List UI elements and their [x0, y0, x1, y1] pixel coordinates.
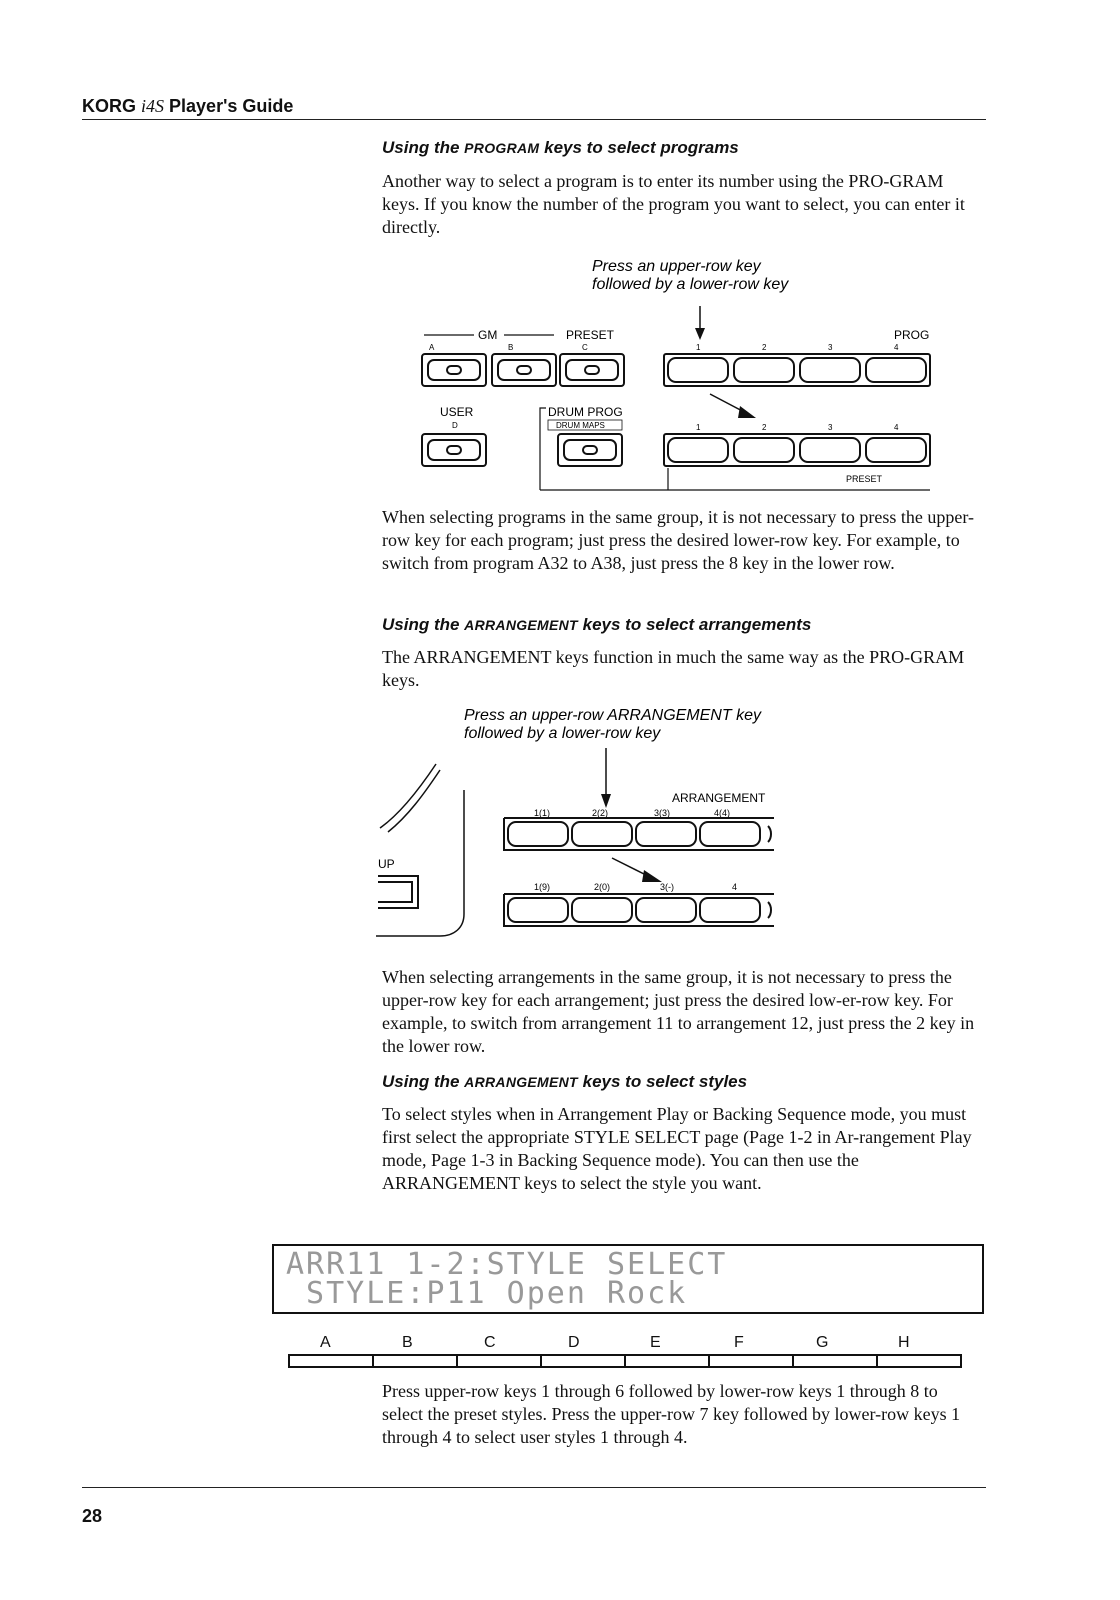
lcd-line-2: STYLE:P11 Open Rock [286, 1276, 688, 1311]
label-preset: PRESET [566, 328, 615, 342]
paragraph-program-group: When selecting programs in the same group, it is not necessary to press the upper-row key for each program; just press the desired lower-row key. For example, to switch from program A32 to A38, just press the 8 key in the lower row. [382, 507, 974, 573]
label-b: B [508, 343, 514, 352]
svg-text:1: 1 [696, 343, 701, 352]
svg-text:2: 2 [762, 343, 767, 352]
label-drum-prog: DRUM PROG [548, 405, 623, 419]
label-drum-maps: DRUM MAPS [556, 421, 605, 430]
label-prog: PROG [894, 328, 930, 342]
label-arrangement: ARRANGEMENT [672, 791, 766, 805]
svg-text:4: 4 [732, 882, 738, 892]
caption-arrangement-line1: Press an upper-row ARRANGEMENT key [464, 707, 761, 724]
function-key-b[interactable] [372, 1354, 458, 1368]
program-keys-diagram [400, 256, 960, 496]
function-key-label-g: G [816, 1334, 829, 1351]
function-key-label-d: D [568, 1334, 580, 1351]
svg-text:2(0): 2(0) [594, 882, 611, 892]
header-rule [82, 119, 986, 120]
svg-text:1(1): 1(1) [534, 808, 551, 818]
svg-text:4: 4 [894, 423, 899, 432]
label-d: D [452, 421, 458, 430]
svg-text:3(-): 3(-) [660, 882, 674, 892]
caption-program-line2: followed by a lower-row key [592, 276, 789, 293]
function-key-label-f: F [734, 1334, 744, 1351]
header-brand: KORG [82, 96, 142, 116]
paragraph-styles-intro: To select styles when in Arrangement Play or Backing Sequence mode, you must first select the appropriate STYLE SELECT page (Page 1-2 in Ar-rangement Play mode, Page 1-3 in Backing Sequence mode). You can then use the ARRANGEMENT keys to select the style you want. [382, 1104, 972, 1193]
function-key-c[interactable] [456, 1354, 542, 1368]
header-title: Player's Guide [164, 96, 294, 116]
section-heading-program: Using the PROGRAM keys to select programs [382, 138, 739, 157]
function-key-label-c: C [484, 1334, 496, 1351]
paragraph-styles-preset: Press upper-row keys 1 through 6 followed by lower-row keys 1 through 8 to select the preset styles. Press the upper-row 7 key followed by lower-row keys 1 through 4 to select user styles 1 through 4. [382, 1381, 961, 1447]
function-key-a[interactable] [288, 1354, 374, 1368]
label-up: UP [378, 857, 395, 871]
arrow-down-icon [695, 328, 705, 340]
function-key-label-b: B [402, 1334, 413, 1351]
section-heading-arrangements: Using the ARRANGEMENT keys to select arrangements [382, 615, 812, 634]
svg-text:1(9): 1(9) [534, 882, 551, 892]
caption-arrangement-line2: followed by a lower-row key [464, 725, 661, 742]
function-key-d[interactable] [540, 1354, 626, 1368]
svg-text:2: 2 [762, 423, 767, 432]
function-key-f[interactable] [708, 1354, 794, 1368]
svg-text:4: 4 [894, 343, 899, 352]
arrow-diagonal-icon [738, 406, 756, 418]
caption-program-line1: Press an upper-row key [592, 258, 761, 275]
svg-text:3(3): 3(3) [654, 808, 671, 818]
label-user: USER [440, 405, 474, 419]
function-key-label-e: E [650, 1334, 661, 1351]
function-key-e[interactable] [624, 1354, 710, 1368]
lcd-line-1: ARR11 1-2:STYLE SELECT [286, 1247, 728, 1282]
lcd-display [272, 1244, 984, 1314]
svg-text:2(2): 2(2) [592, 808, 609, 818]
label-gm: GM [478, 328, 498, 342]
svg-text:3: 3 [828, 423, 833, 432]
header-model: i4S [141, 96, 165, 116]
function-key-row [288, 1334, 986, 1356]
label-a: A [429, 343, 435, 352]
function-key-label-h: H [898, 1334, 910, 1351]
paragraph-arrangement-intro: The ARRANGEMENT keys function in much the same way as the PRO-GRAM keys. [382, 647, 965, 690]
function-key-label-a: A [320, 1334, 331, 1351]
svg-text:1: 1 [696, 423, 701, 432]
function-key-g[interactable] [792, 1354, 878, 1368]
label-preset-bottom: PRESET [846, 474, 883, 484]
arrangement-keys-diagram [370, 704, 790, 944]
footer-rule [82, 1487, 986, 1488]
svg-text:3: 3 [828, 343, 833, 352]
running-header [82, 96, 293, 117]
label-c: C [582, 343, 588, 352]
paragraph-arrangement-group: When selecting arrangements in the same group, it is not necessary to press the upper-row key for each arrangement; just press the desired low-er-row key. For example, to switch from arrangement 11 to arrangement 12, just press the 2 key in the lower row. [382, 967, 975, 1056]
section-heading-styles: Using the ARRANGEMENT keys to select styles [382, 1072, 748, 1091]
svg-text:4(4): 4(4) [714, 808, 731, 818]
page-number: 28 [82, 1506, 103, 1526]
paragraph-program-intro: Another way to select a program is to enter its number using the PRO-GRAM keys. If you know the number of the program you want to select, you can enter it directly. [382, 171, 965, 237]
function-key-h[interactable] [876, 1354, 962, 1368]
